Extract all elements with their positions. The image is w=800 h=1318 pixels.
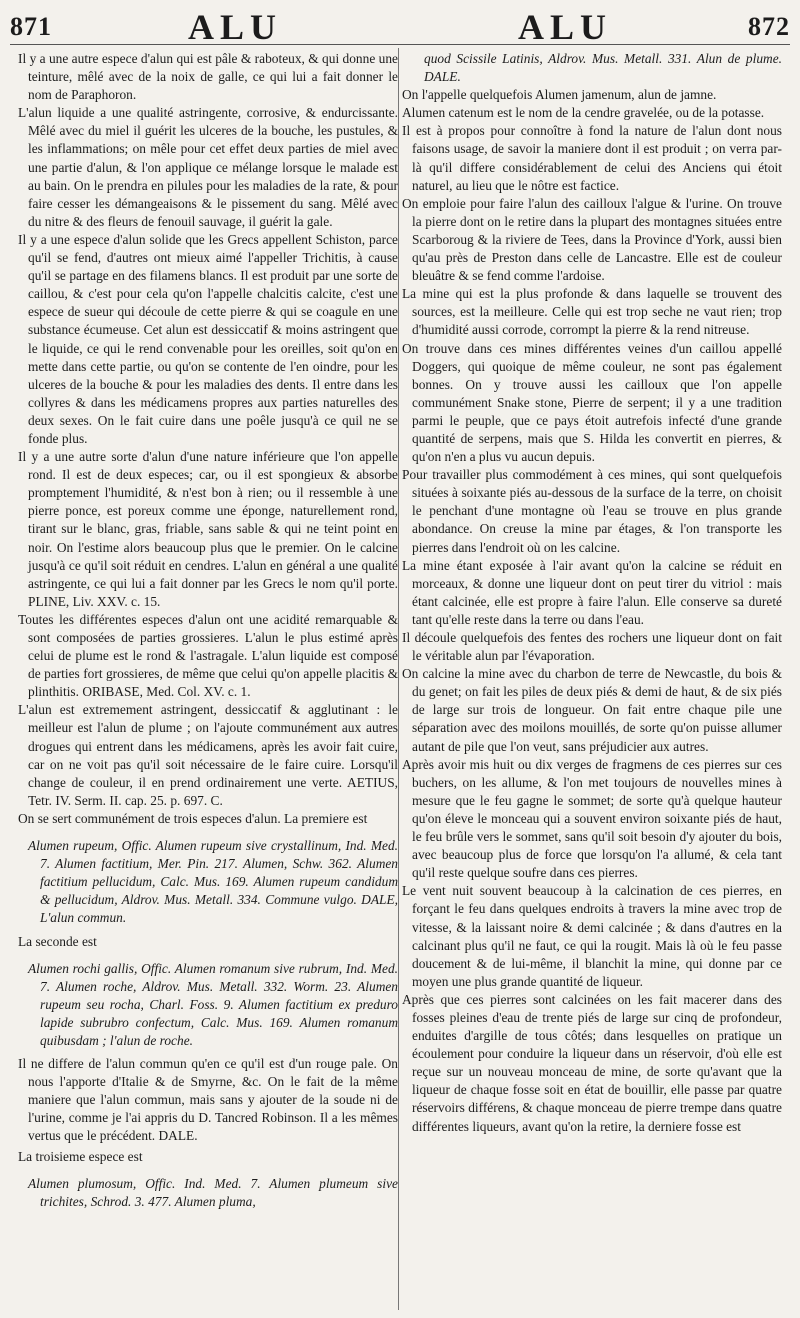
synonym-reference: Alumen plumosum, Offic. Ind. Med. 7. Alumen plumeum sive trichites, Schrod. 3. 477. Alumen pluma,: [28, 1175, 398, 1209]
paragraph: Il y a une espece d'alun solide que les Grecs appellent Schiston, parce qu'il se fend, d'autres ont mieux aimé l'appeller Trichitis, à cause qu'il se partage en des filamens blancs. Il est produit par une sorte de caillou, & c'est pour cela qu'on l'appelle chalcitis calcite, c'est une espece de sueur qui découle de cette pierre & qui se coagule en une substance écumeuse. Cet alun est dessiccatif & moins astringent que le liquide, ce qui le rend convenable pour les oreilles, soit qu'on en mette dans cette partie, ou qu'on se contente de l'en oindre, pour les ulceres de la bouche & pour les maladies des dents. Il entre dans les collyres & dans les médicamens propres aux parties naturelles des deux sexes. On le fait cuire dans une poêle jusqu'à ce quil ne se fonde plus.: [18, 231, 398, 446]
paragraph: La seconde est: [18, 933, 97, 949]
running-headword-right: ALU: [518, 7, 613, 47]
left-column: [18, 50, 398, 1312]
paragraph: Après que ces pierres sont calcinées on les fait macerer dans des fosses pleines d'eau de trente piés de large sur cinq de profondeur, enduites d'argille de tous côtés; dans lesquelles on pratique un écoulement pour conduire la liqueur dans un réservoir, d'où elle est reçue sur un nouveau monceau de mine, de sorte qu'avant que la liqueur de chaque fosse soit en état de bouillir, elle passe par quatre réservoirs différens, & chaque monceau de pierre trempe dans quatre différentes liqueurs, avant qu'on la retire, la derniere fosse est: [402, 991, 782, 1134]
page-number-left: 871: [10, 12, 52, 41]
paragraph: La mine qui est la plus profonde & dans laquelle se trouvent des sources, est la meilleure. Celle qui est trop seche ne vaut rien; trop d'humidité aussi corrode, corrompt la pierre & la rend nitreuse.: [402, 286, 782, 338]
page-header: [10, 6, 790, 45]
continued-reference: quod Scissile Latinis, Aldrov. Mus. Metall. 331. Alun de plume. DALE.: [424, 51, 782, 85]
page-number-right: 872: [748, 12, 790, 41]
paragraph: Il est à propos pour connoître à fond la nature de l'alun dont nous faisons usage, de savoir la maniere dont il est produit ; on verra par-là qu'il differe considérablement de celui des Anciens qui étoit naturel, au lieu que le nôtre est factice.: [402, 123, 782, 193]
paragraph: Il découle quelquefois des fentes des rochers une liqueur dont on fait le véritable alun par l'évaporation.: [402, 630, 782, 664]
paragraph: La troisieme espece est: [18, 1148, 143, 1164]
paragraph: Alumen catenum est le nom de la cendre gravelée, ou de la potasse.: [402, 105, 765, 121]
paragraph: On calcine la mine avec du charbon de terre de Newcastle, du bois & du genet; on fait les piles de deux piés & demi de haut, & de six piés de large sur trois de longueur. On fait entre chaque pile une séparation avec des moilons mouillés, de sorte qu'on puisse allumer autant de pile que l'on veut, sans préjudicier aux autres.: [402, 666, 782, 754]
paragraph: La mine étant exposée à l'air avant qu'on la calcine se réduit en morceaux, & donne une liqueur dont on peut tirer du vitriol : mais étant calcinée, elle est propre à faire l'alun. Elle conserve sa dureté tant qu'elle reste dans la terre ou dans l'eau.: [402, 557, 782, 627]
paragraph: On trouve dans ces mines différentes veines d'un caillou appellé Doggers, qui quoique de même couleur, ne sont pas également bonnes. On y trouve aussi les cailloux que l'on appelle communément Snake stone, Pierre de serpent; il y a une tradition parmi le peuple, que ce pays étoit autrefois infecté d'une grande quantité de serpens, mais que S. Hilda les convertit en pierres, & qu'on n'en a plus vu aucun depuis.: [402, 340, 782, 465]
paragraph: L'alun est extremement astringent, dessiccatif & agglutinant : le meilleur est l'alun de plume ; on l'ajoute communément aux autres drogues qui entrent dans les médicamens, après les avoir fait cuire, car on ne voit pas qu'il soit nécessaire de le faire cuire. Lorsqu'il change de couleur, il en prend ordinairement une verte. AETIUS, Tetr. IV. Serm. II. cap. 25. p. 697. C.: [18, 702, 398, 808]
paragraph: On se sert communément de trois especes d'alun. La premiere est: [18, 810, 368, 826]
paragraph: Il ne differe de l'alun commun qu'en ce qu'il est d'un rouge pale. On nous l'apporte d'Italie & de Smyrne, &c. On le fait de la même maniere que l'alun commun, mais sans y ajouter de la soude ni de l'urine, comme je l'ai appris du D. Tancred Robinson. Il a les mêmes vertus que le précédent. DALE.: [18, 1056, 398, 1144]
column-divider: [398, 48, 399, 1310]
paragraph: L'alun liquide a une qualité astringente, corrosive, & endurcissante. Mêlé avec du miel il guérit les ulceres de la bouche, les pustules, & les inflammations; on mêle pour cet effet deux parties de miel avec une partie d'alun, & l'on applique ce mélange lorsque le malade est au bain. On le prendra en pilules pour les maladies de la rate, & pour faire cesser les démangeaisons & le pissement du sang. Mêlé avec du nitre & des fleurs de fenouil sauvage, il guérit la gale.: [18, 105, 398, 229]
paragraph: On emploie pour faire l'alun des cailloux l'algue & l'urine. On trouve la pierre dont on le retire dans la plupart des montagnes situées entre Scarboroug & la riviere de Tees, dans la Province d'York, aussi bien qu'au près de Preston dans celle de Lancastre. Elle est de couleur bleuâtre & se fend comme l'ardoise.: [402, 195, 782, 284]
synonym-reference: Alumen rochi gallis, Offic. Alumen romanum sive rubrum, Ind. Med. 7. Alumen roche, Aldrov. Mus. Metall. 332. Worm. 23. Alumen rupeum seu rocha, Charl. Foss. 9. Alumen factitium ex preduro lapide subrubro confectum, Calc. Mus. 169. Alumen romanum quibusdam ; l'alun de roche.: [28, 960, 398, 1048]
paragraph: Toutes les différentes especes d'alun ont une acidité remarquable & sont composées de parties grossieres. L'alun le plus estimé après celui de plume est le rond & l'astragale. L'alun liquide est composé de parties fort grossieres, de même que celui qu'on appelle placitis & plinthitis. ORIBASE, Med. Col. XV. c. 1.: [18, 611, 398, 700]
paragraph: Pour travailler plus commodément à ces mines, qui sont quelquefois situées à soixante piés au-dessous de la surface de la terre, on choisit le penchant d'une montagne où l'eau se trouve en plus grande abondance. On creuse la mine par étages, & l'on transporte les pierres dans l'endroit où on les calcine.: [402, 467, 782, 555]
paragraph: Après avoir mis huit ou dix verges de fragmens de ces pierres sur ces buchers, on les allume, & l'on met toujours de nouvelles mines à mesure que le feu gagne le sommet; de sorte qu'à quelque hauteur qu'on éleve le monceau qui a souvent environ soixante piés de haut, le feu brûle vers le sommet, sans qu'il soit besoin d'y ajouter du bois, avec beaucoup plus de force que lorsqu'on l'a allumé, & cela tant qu'il reste quelque soufre dans ces pierres.: [402, 756, 782, 881]
running-headword-left: ALU: [188, 7, 283, 47]
paragraph: Le vent nuit souvent beaucoup à la calcination de ces pierres, en forçant le feu dans quelques endroits à travers la mine avec trop de vitesse, & la laissant noire & demi calcinée ; & dans d'autres en la calcinant plus qu'il ne faut, ce qui la rougit. Mais là où le feu passe doucement & de lui-même, il blanchit la mine, qui donne par ce moyen une plus grande quantité de liqueur.: [402, 883, 782, 989]
synonym-reference: Alumen rupeum, Offic. Alumen rupeum sive crystallinum, Ind. Med. 7. Alumen factitium, Mer. Pin. 217. Alumen, Schw. 362. Alumen factitium pellucidum, Calc. Mus. 169. Alumen rupeum candidum & pellucidum, Aldrov. Mus. Metall. 334. Commune vulgo. DALE, L'alun commun.: [28, 838, 398, 926]
paragraph: Il y a une autre espece d'alun qui est pâle & raboteux, & qui donne une teinture, mêlé avec de la noix de galle, ce qui lui a fait donner le nom de Paraphoron.: [18, 51, 398, 103]
paragraph: Il y a une autre sorte d'alun d'une nature inférieure que l'on appelle rond. Il est de deux especes; car, ou il est spongieux & absorbe promptement l'humidité, & n'est bon à rien; ou il ressemble à une pierre ponce, est poreux comme une éponge, naturellement rond, tirant sur le blanc, gras, friable, sans sable & qui ne teint point en noir. On l'estime alors beaucoup plus que le premier. On le calcine jusqu'à ce qu'il soit réduit en cendres. L'alun en général a une qualité astringente, ce qui lui a fait donner par les Grecs le nom qu'il porte. PLINE, Liv. XXV. c. 15.: [18, 449, 398, 609]
paragraph: On l'appelle quelquefois Alumen jamenum, alun de jamne.: [402, 87, 717, 103]
right-column: [402, 50, 782, 1312]
